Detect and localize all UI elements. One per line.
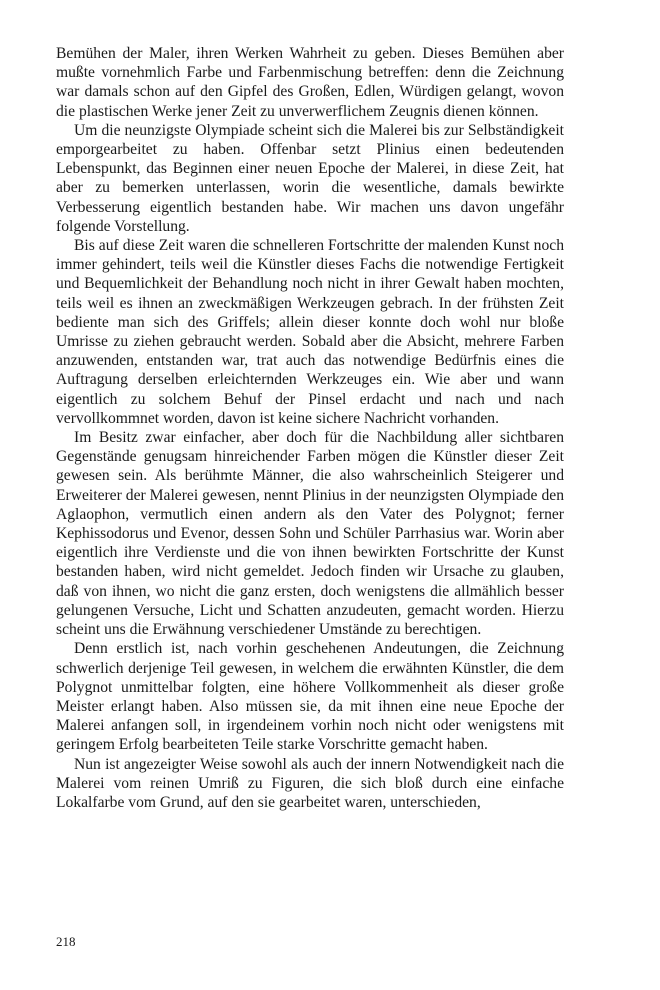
paragraph-1: Bemühen der Maler, ihren Werken Wahrheit zu geben. Dieses Bemühen aber mußte vornehmlich Farbe und Farbenmischung betreffen: denn die Zeichnung war damals schon auf den Gipfel des Großen, Edlen, Würdigen gelangt, wovon die plastischen Werke jener Zeit zu unverwerflichem Zeugnis dienen können. xyxy=(56,45,564,120)
paragraph-6: Nun ist angezeigter Weise sowohl als auch der innern Notwendigkeit nach die Malerei vom reinen Umriß zu Figuren, die sich bloß durch eine einfache Lokalfarbe vom Grund, auf den sie gearbeitet waren, unterschieden, xyxy=(56,755,564,811)
paragraph-2: Um die neunzigste Olympiade scheint sich die Malerei bis zur Selbständigkeit emporgearbeitet zu haben. Offenbar setzt Plinius einen bedeutenden Lebenspunkt, das Beginnen einer neuen Epoche der Malerei, in diese Zeit, hat aber zu bemerken unterlassen, worin die wesentliche, damals bewirkte Verbesserung eigentlich bestanden habe. Wir machen uns davon ungefähr folgende Vorstellung. xyxy=(56,121,564,235)
body-text xyxy=(56,44,564,812)
paragraph-3: Bis auf diese Zeit waren die schnelleren Fortschritte der malenden Kunst noch immer gehindert, teils weil die Künstler dieses Fachs die notwendige Fertigkeit und Bequemlichkeit der Behandlung noch nicht in ihrer Gewalt haben mochten, teils weil es ihnen an zweckmäßigen Werkzeugen gebrach. In der frühsten Zeit bediente man sich des Griffels; allein dieser konnte doch wohl nur bloße Umrisse zu ziehen gebraucht werden. Sobald aber die Absicht, mehrere Farben anzuwenden, entstanden war, trat auch das notwendige Bedürfnis eines die Auftragung derselben erleichternden Werkzeuges ein. Wie aber und wann eigentlich zu solchem Behuf der Pinsel erdacht und nach und nach vervollkommnet worden, davon ist keine sichere Nachricht vorhanden. xyxy=(56,237,564,427)
paragraph-5: Denn erstlich ist, nach vorhin geschehenen Andeutungen, die Zeichnung schwerlich derjenige Teil gewesen, in welchem die erwähnten Künstler, die dem Polygnot unmittelbar folgten, eine höhere Vollkommenheit als dieser große Meister erlangt haben. Also müssen sie, da mit ihnen eine neue Epoche der Malerei anfangen soll, in irgendeinem vorhin noch nicht oder wenigstens mit geringem Erfolg bearbeiteten Teile starke Vorschritte gemacht haben. xyxy=(56,640,564,754)
paragraph-4: Im Besitz zwar einfacher, aber doch für die Nachbildung aller sichtbaren Gegenstände genugsam hinreichender Farben mögen die Künstler dieser Zeit gewesen sein. Als berühmte Männer, die also wahrscheinlich Steigerer und Erweiterer der Malerei gewesen, nennt Plinius in der neunzigsten Olympiade den Aglaophon, vermutlich einen andern als den Vater des Polygnot; ferner Kephissodorus und Evenor, dessen Sohn und Schüler Parrhasius war. Worin aber eigentlich ihre Verdienste und die von ihnen bewirkten Fortschritte der Kunst bestanden haben, wird nicht gemeldet. Jedoch finden wir Ursache zu glauben, daß von ihnen, wo nicht die ganz ersten, doch wenigstens die allmählich besser gelungenen Versuche, Licht und Schatten anzudeuten, gemacht worden. Hierzu scheint uns die Erwähnung verschiedener Umstände zu berechtigen. xyxy=(56,429,564,639)
book-page xyxy=(56,44,564,924)
page-number: 218 xyxy=(56,934,76,949)
